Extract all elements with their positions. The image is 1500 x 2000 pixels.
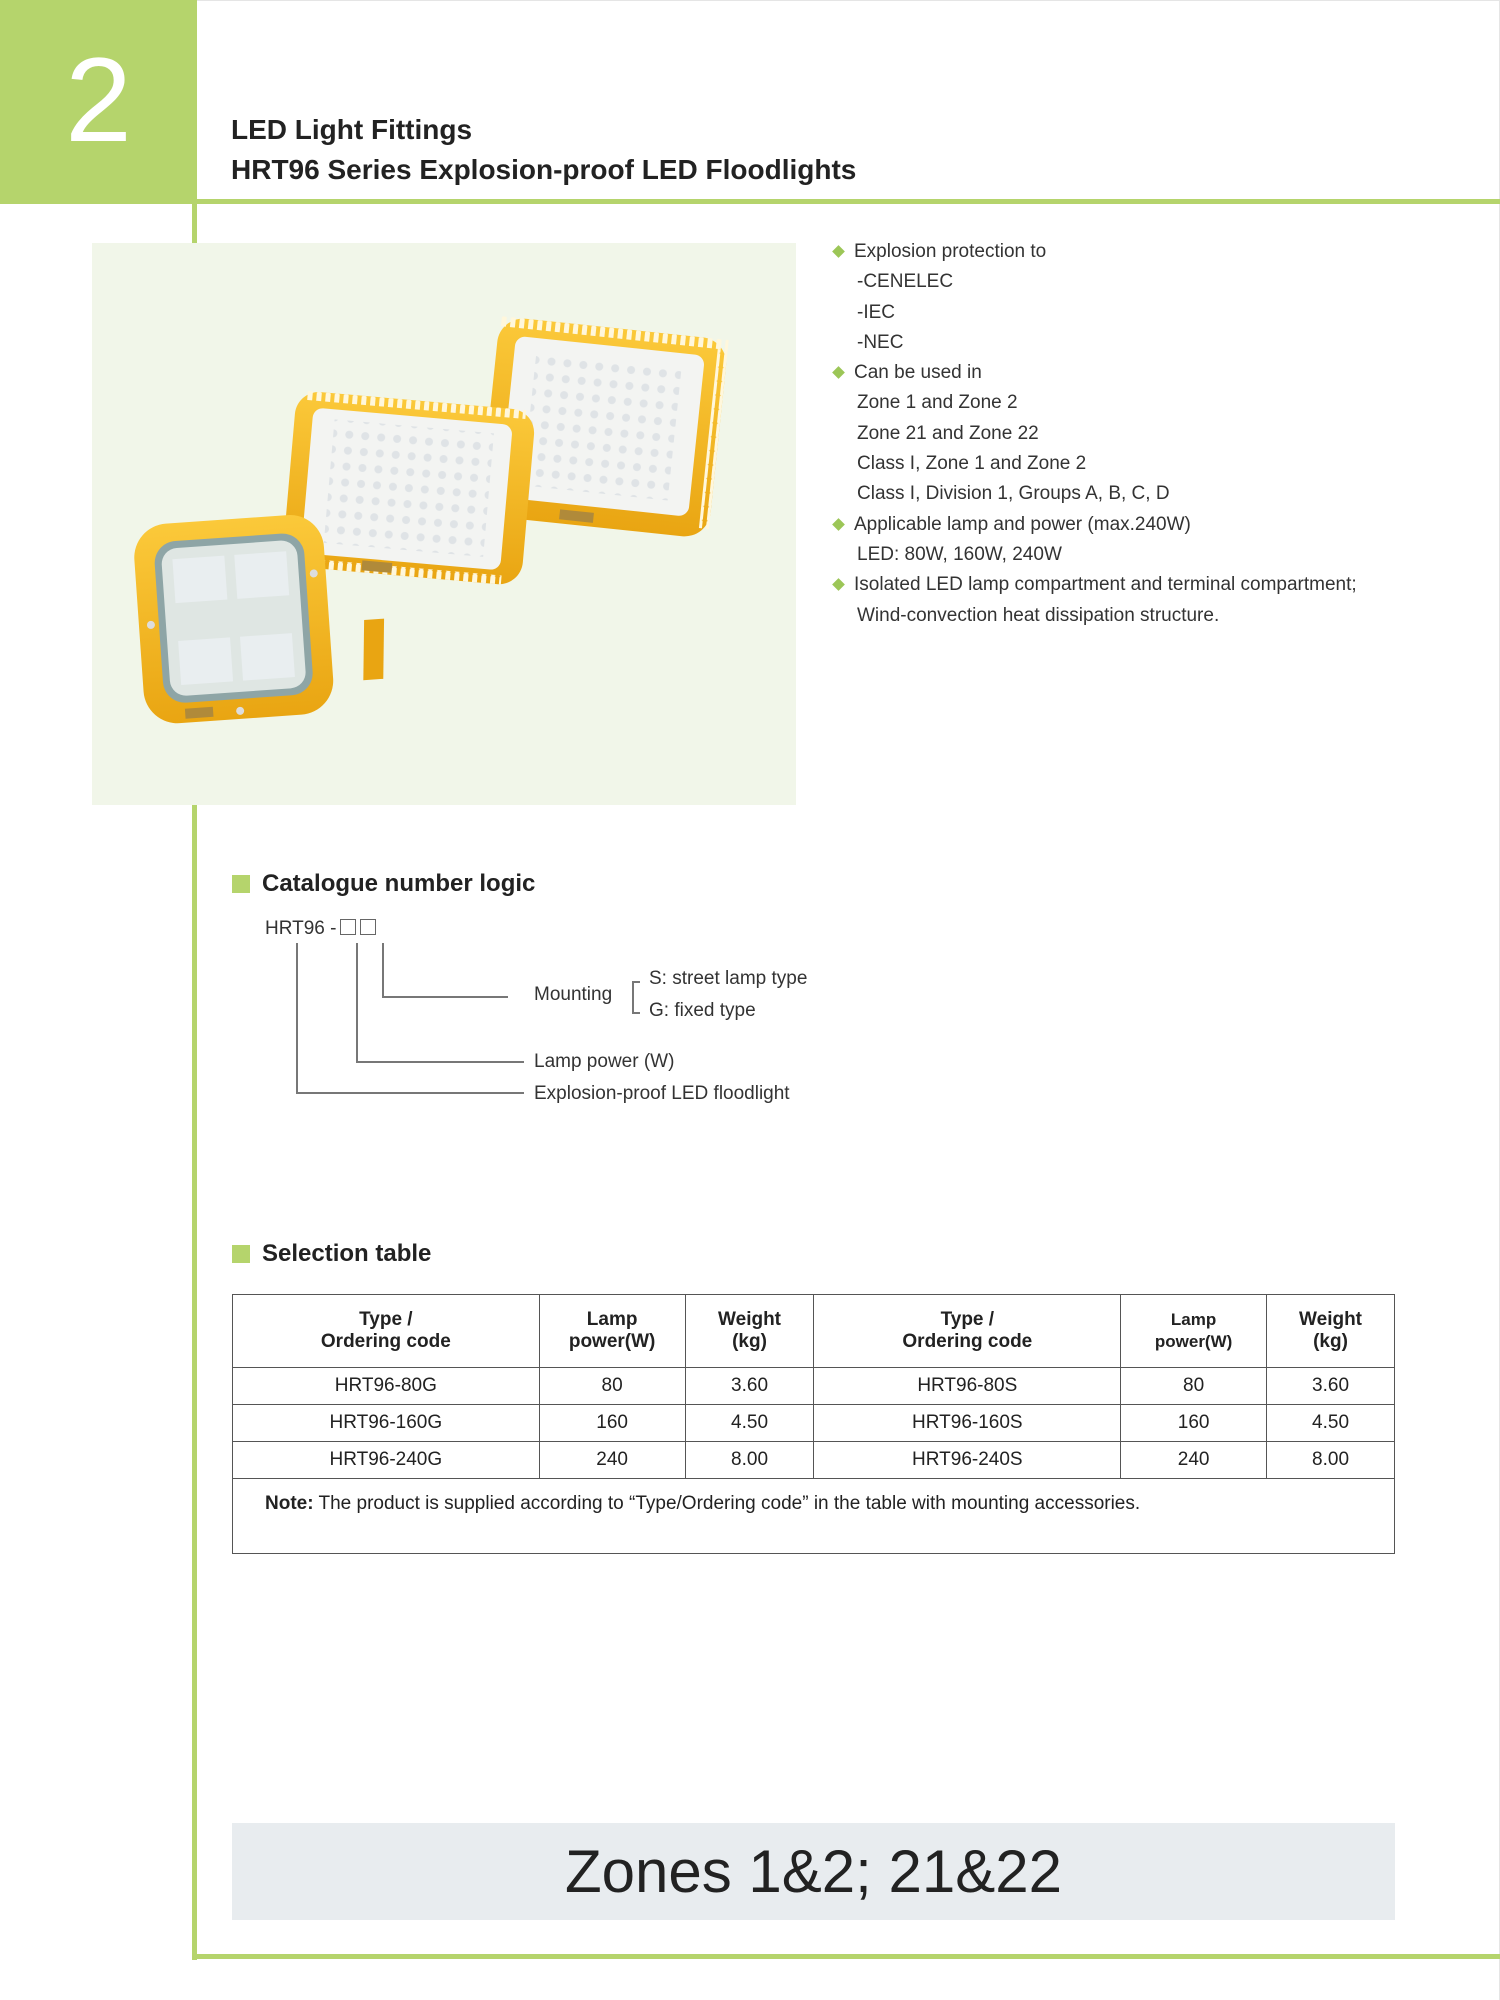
feature-item: Zone 1 and Zone 2 — [857, 392, 1018, 414]
chapter-number: 2 — [65, 33, 132, 167]
mounting-label: Mounting — [534, 984, 613, 1005]
cell-power: 80 — [539, 1368, 685, 1405]
cell-weight: 4.50 — [1267, 1405, 1395, 1442]
header-type: Type / Ordering code — [233, 1295, 540, 1368]
table-row — [233, 1442, 1395, 1479]
note-text: The product is supplied according to “Type/Ordering code” in the table with mounting accessories. — [313, 1493, 1141, 1514]
table-note-row — [233, 1479, 1395, 1554]
chapter-number-block — [0, 0, 197, 200]
bracket-line — [632, 981, 640, 983]
floodlight-product-photo — [92, 243, 796, 805]
bracket-line — [632, 1012, 640, 1014]
selection-heading-text: Selection table — [262, 1240, 432, 1267]
table-header-row — [233, 1295, 1395, 1368]
cell-power: 160 — [1121, 1405, 1267, 1442]
cell-code: HRT96-160G — [233, 1405, 540, 1442]
table-row — [233, 1368, 1395, 1405]
power-placeholder-box — [340, 919, 356, 935]
cell-power: 240 — [539, 1442, 685, 1479]
cell-code: HRT96-80G — [233, 1368, 540, 1405]
feature-group — [832, 358, 1357, 509]
page-header — [231, 110, 856, 190]
feature-group — [832, 510, 1357, 571]
feature-group — [832, 570, 1357, 631]
code-prefix: HRT96 - — [265, 918, 337, 939]
feature-group — [832, 237, 1357, 358]
feature-item: -IEC — [857, 301, 895, 323]
catalogue-heading — [232, 870, 535, 898]
bottom-rule — [192, 1954, 1500, 1959]
mounting-placeholder-box — [360, 919, 376, 935]
cell-code: HRT96-240S — [814, 1442, 1121, 1479]
cell-code: HRT96-80S — [814, 1368, 1121, 1405]
cell-weight: 8.00 — [1267, 1442, 1395, 1479]
feature-item: Zone 21 and Zone 22 — [857, 422, 1039, 444]
connector-line — [356, 943, 358, 1061]
section-square-icon — [232, 1245, 250, 1263]
header-rule — [0, 199, 1500, 204]
feature-item: -CENELEC — [857, 271, 954, 293]
product-label: Explosion-proof LED floodlight — [534, 1083, 790, 1104]
cell-weight: 3.60 — [685, 1368, 814, 1405]
code-template — [265, 918, 376, 940]
mounting-option-fixed: G: fixed type — [649, 1000, 756, 1021]
zones-banner — [232, 1823, 1395, 1920]
lamp-power-label: Lamp power (W) — [534, 1051, 675, 1072]
mounting-option-street: S: street lamp type — [649, 968, 808, 989]
feature-item: Wind-convection heat dissipation structure. — [857, 604, 1220, 626]
note-label: Note: — [265, 1493, 314, 1514]
feature-item: Class I, Division 1, Groups A, B, C, D — [857, 483, 1170, 505]
cell-power: 240 — [1121, 1442, 1267, 1479]
feature-item: LED: 80W, 160W, 240W — [857, 543, 1062, 565]
cell-power: 80 — [1121, 1368, 1267, 1405]
connector-line — [356, 1061, 524, 1063]
selection-table — [232, 1294, 1395, 1554]
connector-line — [296, 943, 298, 1093]
cell-power: 160 — [539, 1405, 685, 1442]
selection-heading — [232, 1240, 431, 1268]
cell-weight: 8.00 — [685, 1442, 814, 1479]
page-edge-top — [197, 0, 1500, 1]
feature-item: -NEC — [857, 331, 904, 353]
feature-item: Class I, Zone 1 and Zone 2 — [857, 453, 1087, 475]
feature-list — [832, 237, 1357, 631]
header-type: Type / Ordering code — [814, 1295, 1121, 1368]
page-title: HRT96 Series Explosion-proof LED Floodlights — [231, 154, 857, 185]
feature-heading: Can be used in — [832, 358, 1357, 388]
cell-code: HRT96-240G — [233, 1442, 540, 1479]
feature-heading: Applicable lamp and power (max.240W) — [832, 510, 1357, 540]
cell-weight: 3.60 — [1267, 1368, 1395, 1405]
header-weight: Weight (kg) — [685, 1295, 814, 1368]
category-title: LED Light Fittings — [231, 114, 473, 145]
product-photo — [92, 243, 796, 805]
feature-heading: Isolated LED lamp compartment and terminal compartment; — [832, 570, 1357, 600]
bracket-line — [632, 981, 634, 1013]
cell-code: HRT96-160S — [814, 1405, 1121, 1442]
catalogue-heading-text: Catalogue number logic — [262, 870, 536, 897]
header-weight: Weight (kg) — [1267, 1295, 1395, 1368]
cell-weight: 4.50 — [685, 1405, 814, 1442]
feature-heading: Explosion protection to — [832, 237, 1357, 267]
header-lamp-power: Lamp power(W) — [539, 1295, 685, 1368]
table-row — [233, 1405, 1395, 1442]
table-note — [233, 1479, 1395, 1554]
connector-line — [296, 1092, 524, 1094]
connector-line — [382, 943, 384, 997]
header-lamp-power: Lamp power(W) — [1121, 1295, 1267, 1368]
zones-text: Zones 1&2; 21&22 — [564, 1838, 1063, 1905]
section-square-icon — [232, 875, 250, 893]
connector-line — [382, 996, 508, 998]
